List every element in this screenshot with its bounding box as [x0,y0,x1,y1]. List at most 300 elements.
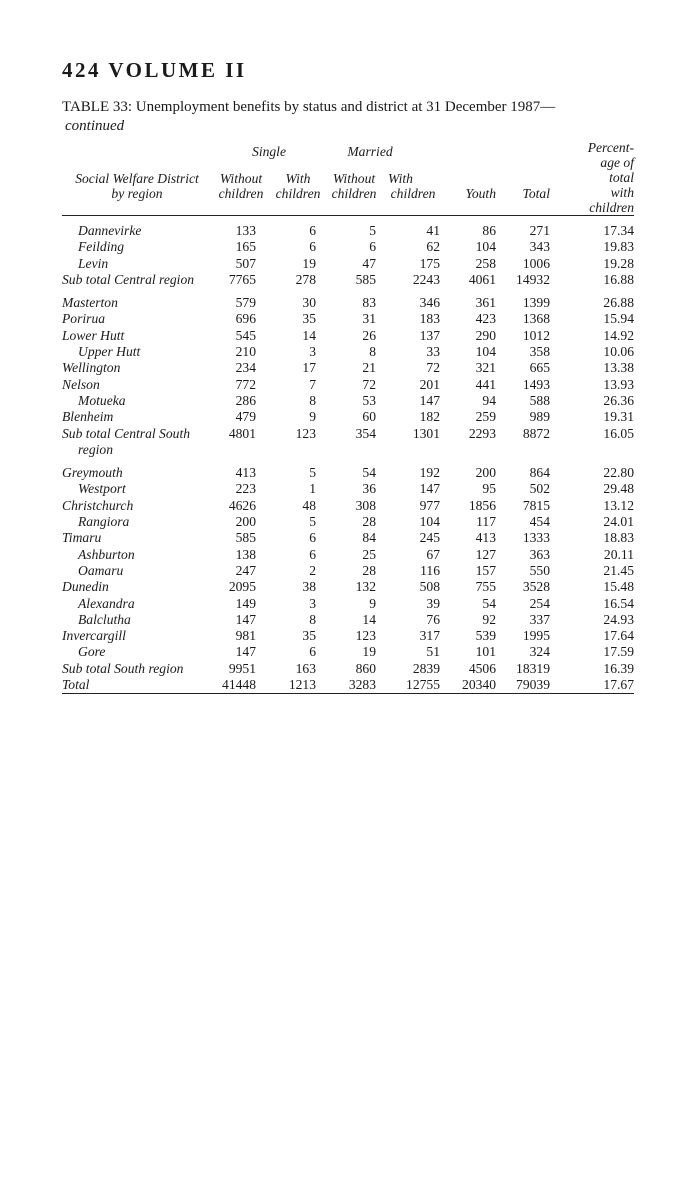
header-district [62,159,212,215]
cell-single-without: 200 [235,514,256,530]
table-row [62,458,634,481]
cell-single-with: 7 [309,376,317,392]
district-name-text: Christchurch [62,497,134,513]
district-name [62,344,212,360]
header-youth: Youth [465,186,497,201]
cell-total: 454 [529,514,551,530]
header-married-with [382,159,444,215]
cell-percent-with-children: 13.38 [603,360,635,376]
cell-youth: 413 [475,530,497,546]
cell-youth: 4061 [468,271,497,287]
header-percent-1: Percent- [587,140,635,155]
district-name-text: Greymouth [62,465,123,481]
cell-married-with: 104 [419,514,441,530]
district-name [62,579,212,595]
cell-single-without: 149 [235,595,256,611]
cell-married-with: 201 [419,376,441,392]
header-percent [550,140,634,216]
district-name [62,393,212,409]
cell-married-with: 175 [419,255,441,271]
cell-total: 1493 [522,376,551,392]
cell-youth: 127 [475,546,497,562]
cell-youth: 361 [475,295,497,311]
cell-single-with: 48 [302,497,317,513]
table-row [62,377,634,393]
district-name-text: Sub total Central region [62,271,195,287]
cell-total: 3528 [522,579,551,595]
cell-married-without: 28 [362,562,377,578]
cell-total: 363 [529,546,551,562]
cell-married-without: 308 [355,497,377,513]
district-name [62,596,212,612]
cell-single-without: 4801 [228,425,256,441]
cell-single-with: 6 [309,223,317,238]
table-row [62,563,634,579]
district-name [62,481,212,497]
cell-percent-with-children: 17.67 [603,677,635,693]
cell-percent-with-children: 17.59 [603,644,635,660]
table-row [62,311,634,327]
cell-single-without: 165 [235,239,256,255]
cell-total: 550 [529,562,551,578]
district-name-text: Feilding [78,239,125,255]
cell-married-with: 183 [419,311,441,327]
cell-single-with: 163 [295,660,317,676]
table-bottom-rule [62,693,634,695]
header-married-without-1: Without [332,171,376,186]
table-row [62,547,634,563]
district-name-text: Levin [78,255,109,271]
district-name [62,547,212,563]
cell-married-without: 5 [369,223,377,238]
cell-total: 989 [529,409,551,425]
district-name-text: Balclutha [78,611,131,627]
cell-youth: 86 [482,223,497,238]
cell-married-without: 132 [355,579,377,595]
district-name-text: Gore [78,644,106,660]
cell-married-without: 21 [362,360,377,376]
table-continued-note: continued [65,118,125,134]
cell-married-without: 354 [355,425,377,441]
header-total: Total [522,186,551,201]
cell-total: 1399 [522,295,551,311]
page-header: 424 VOLUME II [62,58,247,82]
header-single-without-2: children [218,186,264,201]
cell-percent-with-children: 15.48 [603,579,635,595]
cell-youth: 157 [475,562,497,578]
cell-single-without: 210 [235,344,256,360]
district-name [62,360,212,376]
cell-single-with: 278 [295,271,317,287]
cell-total: 18319 [516,660,551,676]
cell-total: 337 [529,611,551,627]
cell-married-without: 47 [362,255,377,271]
cell-single-without: 696 [235,311,256,327]
cell-married-with: 12755 [406,677,441,693]
cell-single-without: 579 [235,295,256,311]
header-spacer-2 [444,140,496,159]
cell-youth: 54 [482,595,497,611]
cell-married-with: 317 [419,628,441,644]
district-name [62,311,212,327]
header-married-without-2: children [331,186,377,201]
table-row [62,216,634,240]
cell-married-with: 39 [426,595,441,611]
table-row [62,612,634,628]
table-row [62,481,634,497]
cell-total: 502 [529,481,551,497]
cell-married-without: 9 [369,595,377,611]
cell-single-without: 138 [235,546,256,562]
cell-percent-with-children: 26.36 [603,392,635,408]
district-name-text: Timaru [62,530,102,546]
district-name [62,239,212,255]
cell-married-with: 508 [419,579,441,595]
cell-single-with: 30 [302,295,317,311]
cell-percent-with-children: 16.54 [603,595,635,611]
header-percent-5: children [589,200,635,215]
district-name-text: Rangiora [78,514,130,530]
district-name [62,628,212,644]
cell-percent-with-children: 22.80 [603,465,635,481]
cell-youth: 259 [475,409,497,425]
cell-married-without: 860 [355,660,377,676]
cell-single-without: 981 [235,628,256,644]
cell-single-with: 35 [302,311,317,327]
district-name-text: Lower Hutt [62,327,125,343]
cell-percent-with-children: 26.88 [603,295,635,311]
cell-total: 324 [529,644,551,660]
district-name [62,530,212,546]
cell-single-without: 147 [235,644,256,660]
header-district-1: Social Welfare District [75,171,199,186]
cell-percent-with-children: 17.34 [603,223,635,238]
district-name-text: Dannevirke [78,223,142,238]
cell-single-without: 247 [235,562,256,578]
cell-married-without: 84 [362,530,377,546]
cell-youth: 4506 [468,660,497,676]
district-name [62,409,212,425]
cell-single-with: 2 [309,562,317,578]
cell-total: 665 [529,360,551,376]
cell-single-without: 413 [235,465,256,481]
cell-percent-with-children: 21.45 [603,562,635,578]
cell-single-without: 4626 [228,497,256,513]
header-married-without [326,159,382,215]
table-body [62,216,634,694]
cell-single-without: 133 [235,223,256,238]
cell-married-with: 116 [420,562,441,578]
cell-youth: 258 [475,255,497,271]
district-name [62,256,212,272]
cell-single-with: 5 [309,465,317,481]
district-name-text: Upper Hutt [78,344,141,360]
district-name-text: Total [62,677,90,693]
cell-percent-with-children: 13.12 [603,497,635,513]
district-name-text: Motueka [78,392,126,408]
header-single-without [212,159,270,215]
cell-single-with: 19 [302,255,317,271]
cell-percent-with-children: 20.11 [603,546,635,562]
district-name-text: Sub total Central South [62,425,191,441]
cell-married-with: 67 [426,546,441,562]
district-name-text: Ashburton [78,546,135,562]
cell-percent-with-children: 18.83 [603,530,635,546]
cell-married-with: 147 [419,392,441,408]
cell-percent-with-children: 19.83 [603,239,635,255]
header-percent-2: age of [600,155,635,170]
cell-single-with: 3 [309,344,317,360]
cell-married-without: 14 [362,611,377,627]
district-name-text: Nelson [62,376,100,392]
cell-married-without: 585 [355,271,377,287]
cell-total: 14932 [516,271,551,287]
header-spacer-3 [496,140,550,159]
cell-total: 588 [529,392,551,408]
header-percent-4: with [610,185,635,200]
table-row [62,393,634,409]
cell-youth: 200 [475,465,497,481]
cell-percent-with-children: 24.01 [603,514,635,530]
cell-married-without: 19 [362,644,377,660]
cell-total: 1006 [522,255,551,271]
cell-married-with: 147 [419,481,441,497]
cell-married-with: 72 [426,360,441,376]
header-married-with-1: With [388,171,413,186]
district-name-continued: region [78,441,113,457]
district-name [62,677,212,693]
cell-single-with: 38 [302,579,317,595]
cell-married-with: 245 [419,530,441,546]
district-name [62,661,212,677]
cell-married-without: 25 [362,546,377,562]
table-row [62,272,634,288]
cell-single-without: 9951 [228,660,256,676]
table-title: TABLE 33: Unemployment benefits by status and district at 31 December 1987— [62,99,556,115]
header-group-married: Married [347,144,393,160]
cell-married-with: 182 [419,409,441,425]
cell-youth: 539 [475,628,497,644]
cell-married-without: 6 [369,239,377,255]
cell-youth: 104 [475,344,497,360]
cell-married-without: 26 [362,327,377,343]
header-percent-3: total [609,170,635,185]
cell-percent-with-children: 29.48 [603,481,635,497]
cell-youth: 101 [475,644,497,660]
cell-married-without: 54 [362,465,377,481]
cell-single-with: 3 [309,595,317,611]
cell-single-without: 147 [235,611,256,627]
table-row [62,596,634,612]
cell-single-without: 585 [235,530,256,546]
cell-single-with: 6 [309,530,317,546]
table-row [62,344,634,360]
cell-single-without: 507 [235,255,256,271]
district-name-text: Alexandra [78,595,135,611]
header-single-without-1: Without [219,171,263,186]
cell-single-with: 6 [309,239,317,255]
district-name [62,216,212,240]
table-row [62,239,634,255]
table-row [62,677,634,693]
cell-married-without: 53 [362,392,377,408]
cell-married-without: 72 [362,376,377,392]
cell-married-with: 192 [419,465,441,481]
cell-single-with: 8 [309,611,317,627]
cell-total: 343 [529,239,551,255]
cell-youth: 1856 [468,497,497,513]
table-row [62,530,634,546]
cell-single-with: 9 [309,409,317,425]
cell-single-without: 772 [235,376,256,392]
cell-married-without: 3283 [348,677,377,693]
cell-married-without: 28 [362,514,377,530]
header-married-with-2: children [390,186,436,201]
cell-total: 7815 [522,497,551,513]
unemployment-table [62,140,634,695]
cell-married-with: 33 [426,344,441,360]
table-row [62,661,634,677]
cell-single-with: 35 [302,628,317,644]
cell-single-with: 14 [302,327,317,343]
cell-total: 8872 [522,425,551,441]
cell-single-with: 8 [309,392,317,408]
cell-total: 254 [529,595,551,611]
district-name [62,644,212,660]
district-name-text: Dunedin [62,579,109,595]
header-group-single: Single [252,144,286,160]
cell-married-with: 2243 [412,271,441,287]
cell-single-with: 1 [309,481,317,497]
cell-married-with: 2839 [412,660,441,676]
cell-married-with: 51 [426,644,441,660]
district-name [62,498,212,514]
cell-married-with: 62 [426,239,441,255]
cell-married-without: 60 [362,409,377,425]
cell-youth: 755 [475,579,497,595]
header-district-2: by region [111,186,163,201]
cell-married-without: 8 [369,344,377,360]
cell-single-with: 123 [295,425,317,441]
district-name-text: Westport [78,481,126,497]
cell-married-with: 346 [419,295,441,311]
district-name [62,272,212,288]
table-row [62,328,634,344]
cell-single-with: 6 [309,546,317,562]
cell-single-without: 479 [235,409,256,425]
district-name-text: Masterton [62,295,118,311]
cell-single-without: 41448 [222,677,256,693]
district-name-text: Porirua [62,311,106,327]
cell-total: 864 [529,465,551,481]
cell-percent-with-children: 17.64 [603,628,635,644]
table-row [62,514,634,530]
header-single-with [270,159,326,215]
cell-youth: 94 [482,392,497,408]
district-name-text: Wellington [62,360,121,376]
cell-total: 358 [529,344,551,360]
cell-married-with: 41 [426,223,441,238]
cell-married-with: 1301 [412,425,441,441]
cell-total: 79039 [516,677,551,693]
cell-youth: 20340 [462,677,497,693]
cell-youth: 423 [475,311,497,327]
cell-total: 1995 [522,628,551,644]
cell-percent-with-children: 16.05 [603,425,635,441]
cell-youth: 104 [475,239,497,255]
cell-married-with: 76 [426,611,441,627]
district-name [62,563,212,579]
header-single-with-1: With [285,171,311,186]
district-name [62,426,212,459]
table-row [62,256,634,272]
cell-percent-with-children: 14.92 [603,327,635,343]
cell-youth: 117 [476,514,497,530]
table-row [62,498,634,514]
cell-married-without: 83 [362,295,377,311]
cell-total: 1333 [522,530,551,546]
district-name-text: Invercargill [62,628,126,644]
cell-total: 271 [529,223,551,238]
cell-youth: 441 [475,376,497,392]
cell-single-without: 2095 [228,579,256,595]
table-row [62,628,634,644]
cell-single-with: 5 [309,514,317,530]
cell-single-with: 17 [302,360,317,376]
table-row [62,579,634,595]
cell-married-without: 123 [355,628,377,644]
table-row [62,426,634,459]
district-name [62,377,212,393]
table-caption [62,98,555,136]
cell-married-with: 137 [419,327,441,343]
district-name [62,288,212,311]
cell-youth: 290 [475,327,497,343]
cell-percent-with-children: 15.94 [603,311,635,327]
cell-percent-with-children: 13.93 [603,376,635,392]
cell-youth: 92 [482,611,497,627]
district-name [62,612,212,628]
cell-married-without: 36 [362,481,377,497]
cell-single-without: 545 [235,327,256,343]
cell-total: 1368 [522,311,551,327]
cell-percent-with-children: 24.93 [603,611,635,627]
cell-married-with: 977 [419,497,441,513]
table-row [62,644,634,660]
cell-single-without: 7765 [228,271,256,287]
table-row [62,288,634,311]
district-name [62,328,212,344]
header-spacer [62,140,212,159]
district-name-text: Blenheim [62,409,114,425]
cell-percent-with-children: 16.88 [603,271,635,287]
cell-single-without: 234 [235,360,256,376]
district-name-text: Sub total South region [62,660,184,676]
cell-youth: 2293 [468,425,497,441]
cell-percent-with-children: 16.39 [603,660,635,676]
cell-youth: 321 [475,360,497,376]
cell-single-with: 1213 [288,677,317,693]
cell-percent-with-children: 10.06 [603,344,635,360]
cell-percent-with-children: 19.31 [603,409,635,425]
cell-single-without: 223 [235,481,256,497]
header-single-with-2: children [275,186,321,201]
cell-youth: 95 [482,481,497,497]
cell-married-without: 31 [362,311,377,327]
table-row [62,409,634,425]
cell-single-without: 286 [235,392,256,408]
table-row [62,360,634,376]
